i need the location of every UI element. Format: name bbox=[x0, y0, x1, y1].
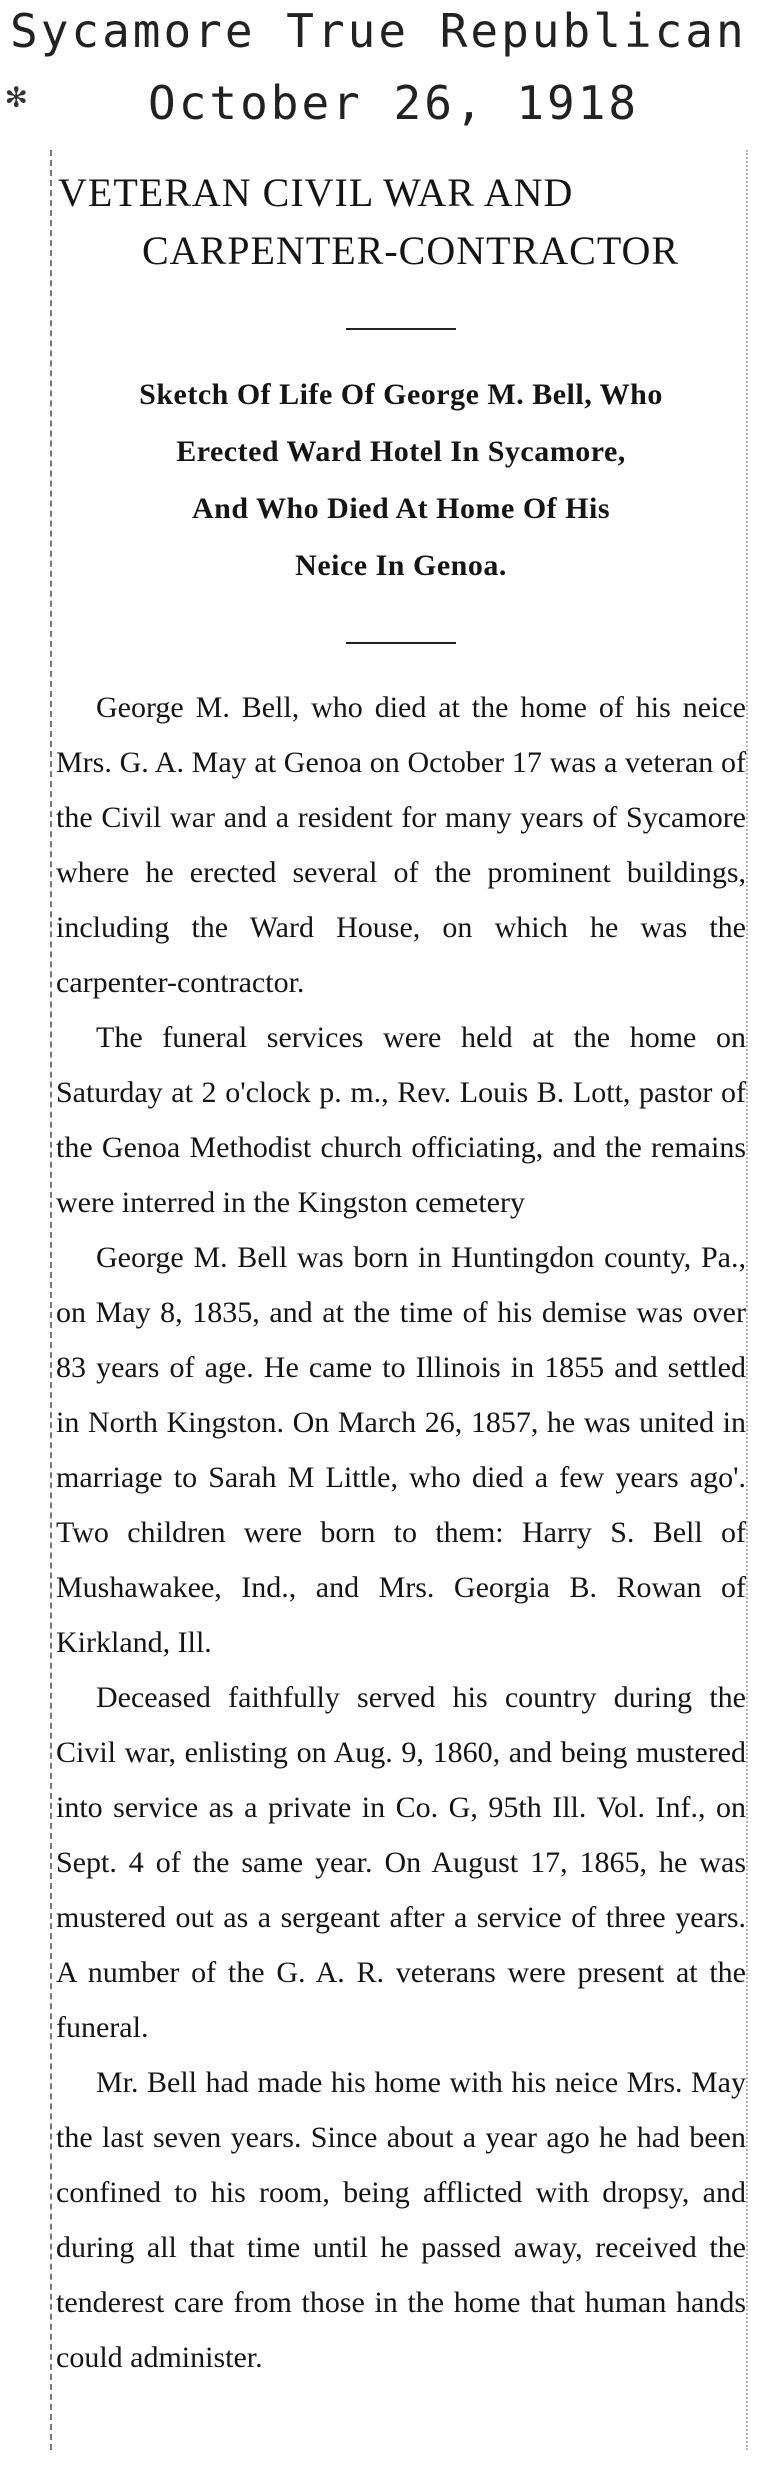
paragraph: Mr. Bell had made his home with his neice Mrs. May the last seven years. Since about a year ago he had been confined to his room, being afflicted with dropsy, and during all that time until he passed away, received the tenderest care from those in the home that human hands could administer. bbox=[56, 2066, 746, 2374]
paragraph: The funeral services were held at the home on Saturday at 2 o'clock p. m., Rev. Louis B. Lott, pastor of the Genoa Methodist church officiating, and the remains were interred in the Kingston cemetery bbox=[56, 1021, 746, 1219]
subhead-line: Neice In Genoa. bbox=[295, 549, 507, 582]
subhead-line: Erected Ward Hotel In Sycamore, bbox=[176, 435, 626, 468]
column-rule-left bbox=[50, 150, 54, 2450]
paragraph: George M. Bell, who died at the home of his neice Mrs. G. A. May at Genoa on October 17 was a veteran of the Civil war and a resident for many years of Sycamore where he erected several of the prominent buildings, including the Ward House, on which he was the carpenter-contractor. bbox=[56, 691, 746, 999]
subhead-divider bbox=[346, 642, 456, 644]
clipping-header bbox=[0, 0, 773, 160]
paragraph: George M. Bell was born in Huntingdon county, Pa., on May 8, 1835, and at the time of his demise was over 83 years of age. He came to Illinois in 1855 and settled in North Kingston. On March 26, 1857, he was united in marriage to Sarah M Little, who died a few years ago'. Two children were born to them: Harry S. Bell of Mushawakee, Ind., and Mrs. Georgia B. Rowan of Kirkland, Ill. bbox=[56, 1241, 746, 1659]
headline bbox=[56, 164, 746, 280]
asterisk-mark-icon: ✻ bbox=[6, 76, 27, 116]
headline-line-2: CARPENTER-CONTRACTOR bbox=[142, 228, 680, 273]
newspaper-name: Sycamore True Republican bbox=[10, 4, 747, 58]
subhead-line: Sketch Of Life Of George M. Bell, Who bbox=[139, 378, 663, 411]
article-body bbox=[56, 680, 746, 2385]
headline-line-1: VETERAN CIVIL WAR AND bbox=[58, 170, 574, 215]
headline-divider bbox=[346, 328, 456, 330]
column-rule-right bbox=[746, 150, 750, 2450]
article bbox=[56, 150, 746, 2385]
subhead-line: And Who Died At Home Of His bbox=[192, 492, 610, 525]
paragraph: Deceased faithfully served his country during the Civil war, enlisting on Aug. 9, 1860, and being mustered into service as a private in Co. G, 95th Ill. Vol. Inf., on Sept. 4 of the same year. On August 17, 1865, he was mustered out as a sergeant after a service of three years. A number of the G. A. R. veterans were present at the funeral. bbox=[56, 1681, 746, 2044]
publication-date: October 26, 1918 bbox=[148, 76, 640, 130]
subheadline bbox=[56, 366, 746, 594]
